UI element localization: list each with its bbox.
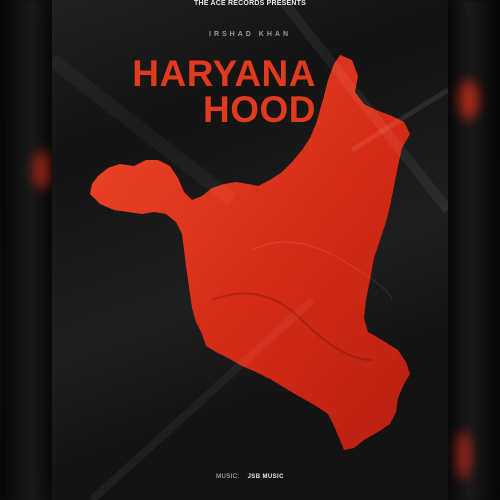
artist-name: IRSHAD KHAN — [209, 31, 291, 38]
blurred-background-left — [0, 0, 52, 500]
music-credit — [52, 474, 448, 480]
blurred-red-accent-left — [34, 150, 52, 190]
presenter-credit: THE ACE RECORDS PRESENTS — [194, 0, 306, 7]
music-value: JSB MUSIC — [247, 474, 284, 480]
blurred-background-right — [448, 0, 500, 500]
title-line-1: HARYANA — [132, 53, 316, 94]
blurred-red-accent-right — [458, 80, 478, 120]
title-line-2: HOOD — [203, 89, 316, 130]
music-label: MUSIC: — [216, 474, 240, 480]
poster — [52, 0, 448, 500]
blurred-red-accent-bottom-right — [456, 430, 470, 480]
album-title — [132, 53, 316, 130]
